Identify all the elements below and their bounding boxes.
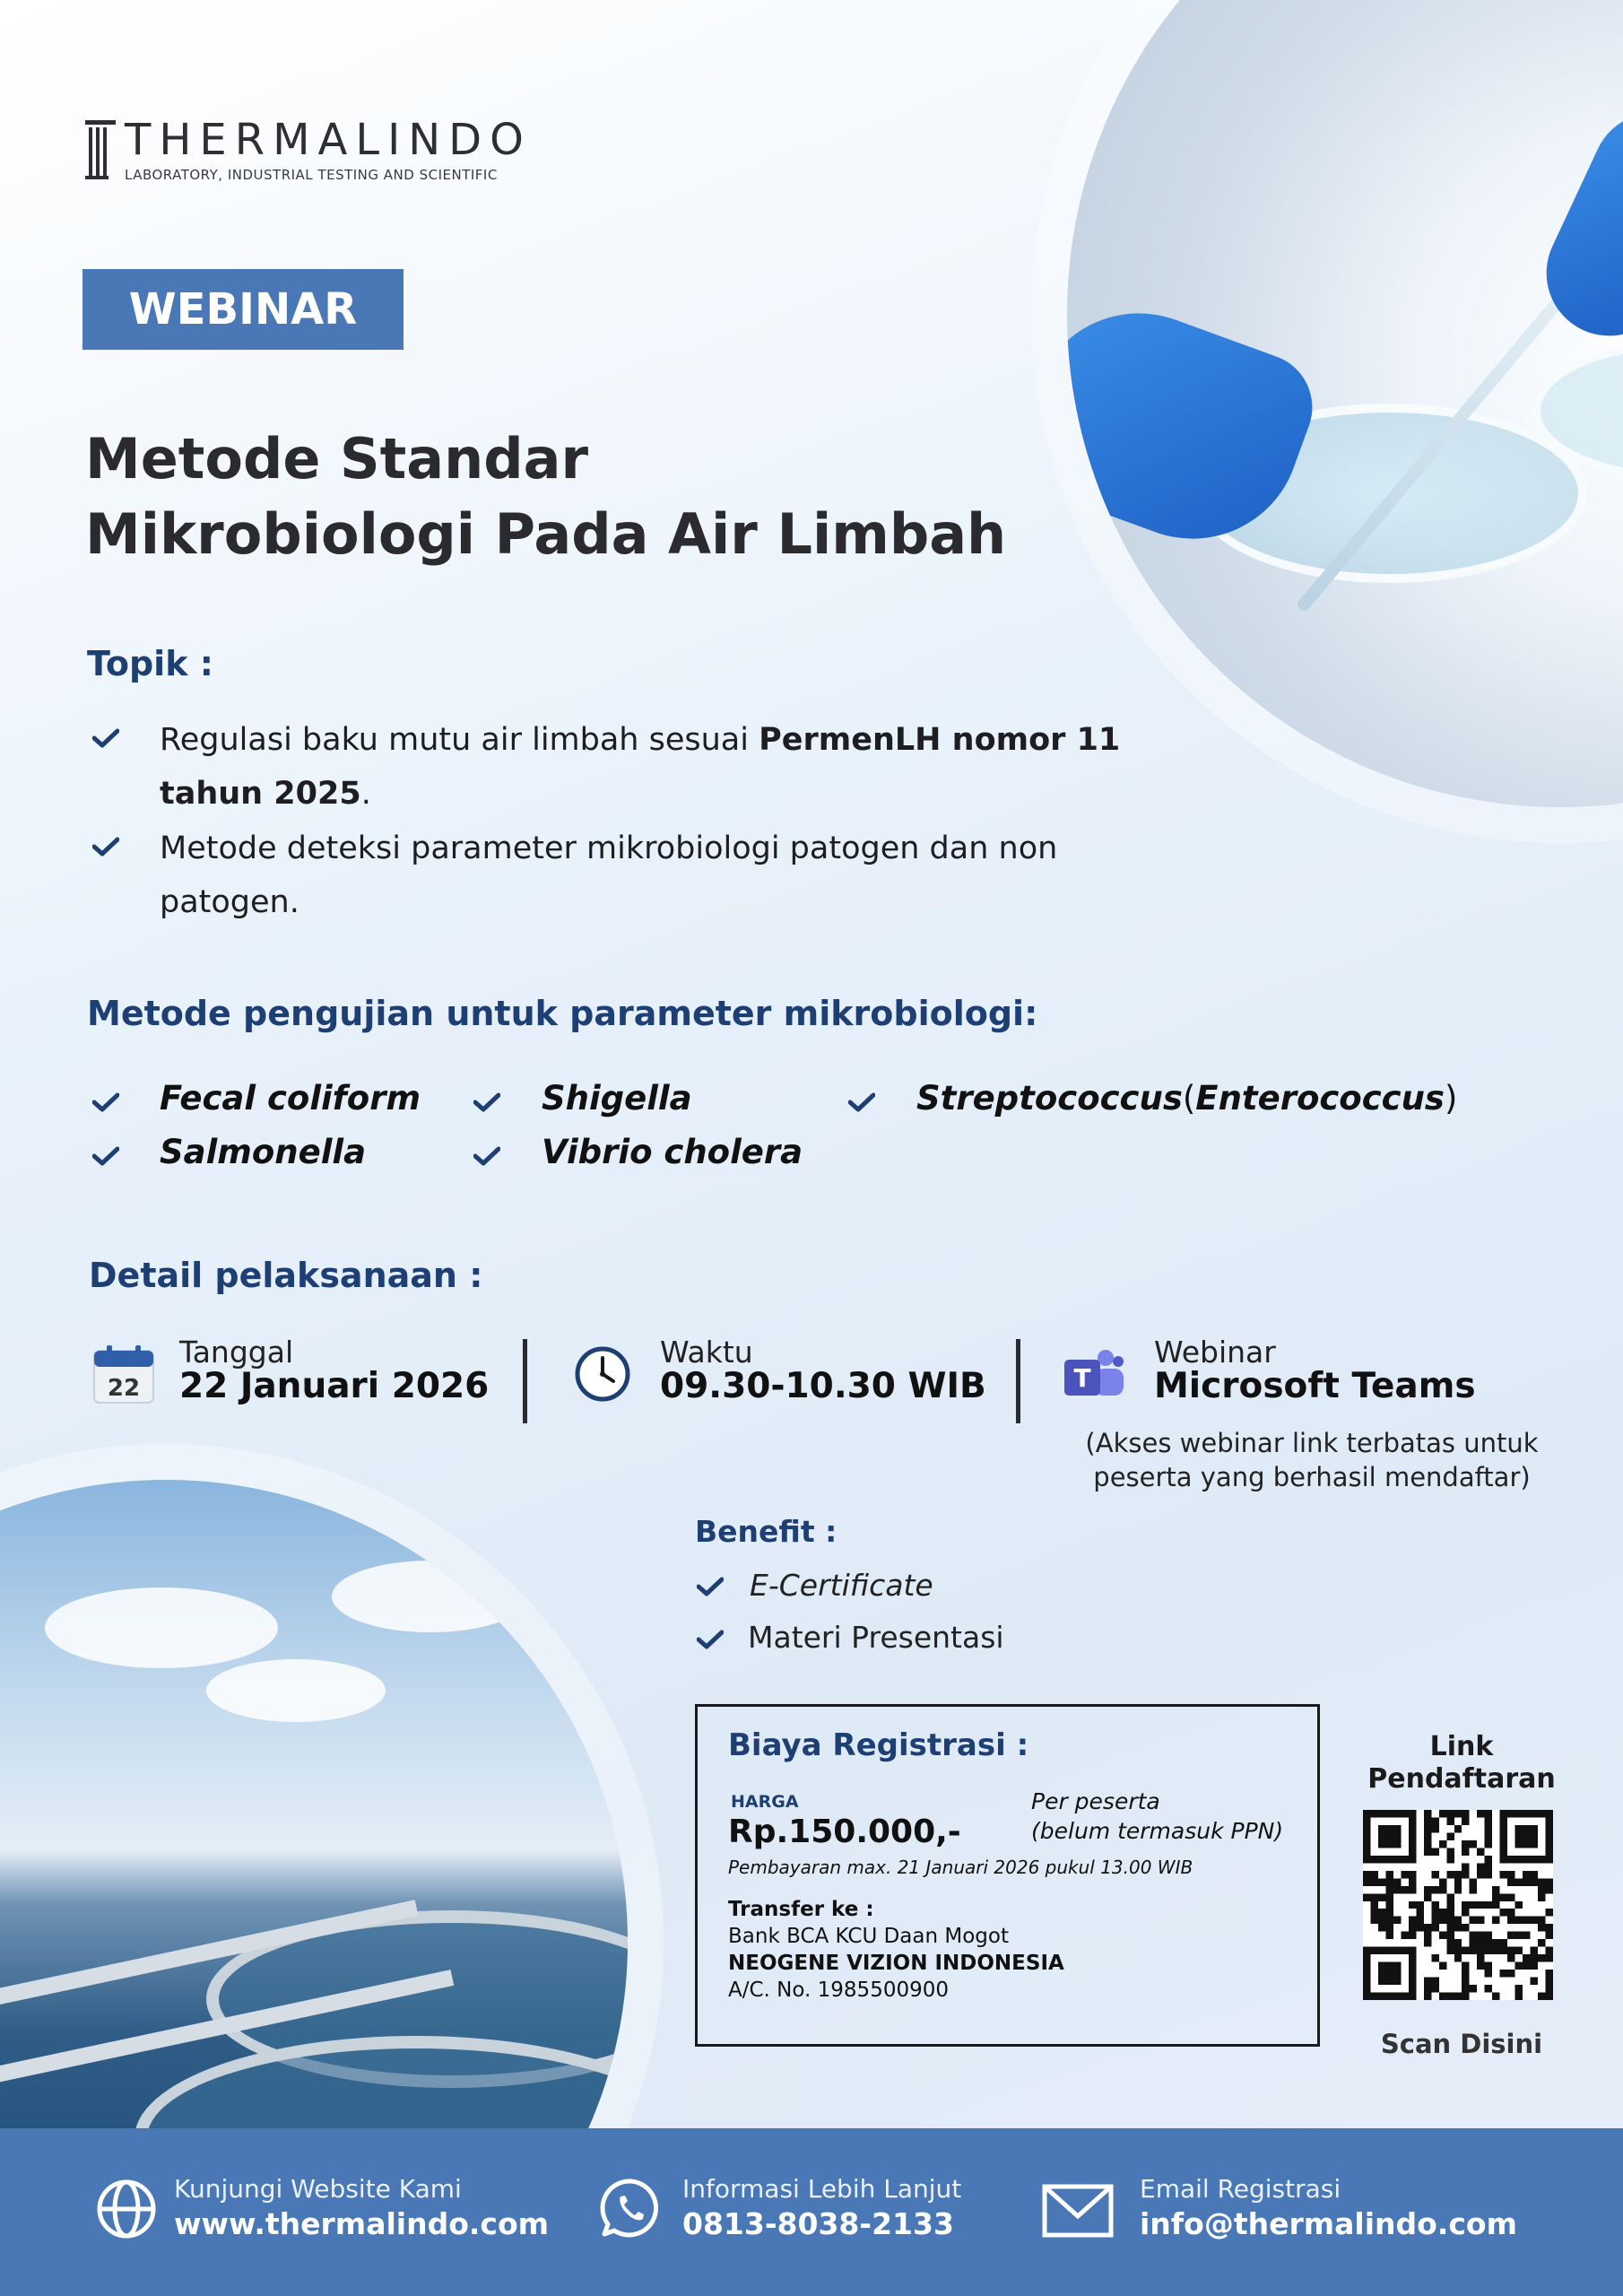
teams-icon (1063, 1347, 1125, 1403)
divider (523, 1339, 527, 1423)
method-vibrio-cholera: Vibrio cholera (542, 1133, 803, 1171)
clock-icon (574, 1345, 631, 1403)
email-address[interactable]: info@thermalindo.com (1140, 2206, 1517, 2241)
method-paren-open: ( (1182, 1079, 1196, 1118)
check-icon (92, 728, 119, 748)
qr-caption: Scan Disini (1380, 2029, 1543, 2059)
per-participant-line-1: Per peserta (1031, 1788, 1160, 1814)
per-participant-line-2: (belum termasuk PPN) (1031, 1818, 1284, 1844)
svg-text:T: T (1073, 1363, 1091, 1393)
topic-1-year: tahun 2025 (160, 776, 361, 812)
website-label: Kunjungi Website Kami (174, 2174, 462, 2204)
topic-item-1 (160, 713, 1182, 821)
method-fecal-coliform: Fecal coliform (160, 1079, 421, 1118)
platform-note-line-2: peserta yang berhasil mendaftar) (1093, 1462, 1531, 1492)
benefit-heading: Benefit : (695, 1514, 838, 1549)
registration-heading: Biaya Registrasi : (728, 1727, 1029, 1763)
topic-1-text: Regulasi baku mutu air limbah sesuai (160, 722, 759, 758)
title-line-2: Mikrobiologi Pada Air Limbah (85, 501, 1007, 567)
time-label: Waktu (660, 1335, 753, 1370)
check-icon (848, 1092, 875, 1112)
price-per-participant (1031, 1787, 1283, 1846)
payment-deadline: Pembayaran max. 21 Januari 2026 pukul 13.00 WIB (728, 1857, 1193, 1878)
title-line-1: Metode Standar (85, 426, 589, 491)
webinar-badge: WEBINAR (82, 269, 404, 350)
details-heading: Detail pelaksanaan : (89, 1256, 483, 1295)
topics-heading: Topik : (87, 644, 213, 683)
footer-bar (0, 2128, 1623, 2296)
check-icon (92, 1146, 119, 1166)
date-label: Tanggal (179, 1335, 294, 1370)
method-enterococcus: Enterococcus (1195, 1079, 1445, 1118)
divider (1016, 1339, 1020, 1423)
transfer-label: Transfer ke : (728, 1898, 874, 1921)
check-icon (92, 837, 119, 857)
check-icon (697, 1577, 724, 1596)
topic-2-line-2: patogen. (160, 884, 299, 920)
topic-1-end: . (360, 776, 371, 812)
benefit-e-certificate: E-Certificate (750, 1568, 933, 1603)
phone-number[interactable]: 0813-8038-2133 (682, 2206, 954, 2241)
method-shigella: Shigella (542, 1079, 692, 1118)
platform-value: Microsoft Teams (1154, 1366, 1476, 1406)
method-salmonella: Salmonella (160, 1133, 367, 1171)
account-number: A/C. No. 1985500900 (728, 1979, 949, 2002)
qr-title-line-2: Pendaftaran (1367, 1763, 1556, 1795)
website-link[interactable]: www.thermalindo.com (174, 2206, 550, 2241)
platform-note-line-1: (Akses webinar link terbatas untuk (1085, 1428, 1539, 1458)
check-icon (473, 1146, 500, 1166)
price-label: HARGA (731, 1792, 799, 1812)
logo-tagline: LABORATORY, INDUSTRIAL TESTING AND SCIENTIFIC (125, 167, 498, 183)
calendar-icon (92, 1345, 155, 1405)
check-icon (697, 1630, 724, 1649)
time-value: 09.30-10.30 WIB (660, 1366, 986, 1406)
registration-qr-code[interactable] (1363, 1810, 1553, 2000)
method-paren-close: ) (1444, 1079, 1458, 1118)
topic-1-regulation: PermenLH nomor 11 (759, 722, 1121, 758)
logo-name: THERMALINDO (125, 115, 532, 165)
bank-name: Bank BCA KCU Daan Mogot (728, 1925, 1009, 1948)
phone-label: Informasi Lebih Lanjut (682, 2174, 962, 2204)
email-label: Email Registrasi (1140, 2174, 1341, 2204)
thermalindo-logo (85, 115, 532, 183)
date-value: 22 Januari 2026 (179, 1366, 490, 1406)
globe-icon (96, 2179, 157, 2239)
methods-heading: Metode pengujian untuk parameter mikrobiologi: (87, 994, 1038, 1033)
calendar-day: 22 (107, 1375, 141, 1402)
qr-title-line-1: Link (1429, 1731, 1494, 1762)
check-icon (473, 1092, 500, 1112)
check-icon (92, 1092, 119, 1112)
topic-2-line-1: Metode deteksi parameter mikrobiologi patogen dan non (160, 831, 1058, 866)
platform-note (1070, 1426, 1554, 1494)
platform-label: Webinar (1154, 1335, 1276, 1370)
topic-item-2 (160, 822, 1182, 929)
account-name: NEOGENE VIZION INDONESIA (728, 1952, 1064, 1975)
price-value: Rp.150.000,- (728, 1813, 961, 1850)
whatsapp-icon (599, 2177, 662, 2239)
page-title (85, 422, 1006, 572)
mail-icon (1042, 2184, 1114, 2238)
logo-mark-icon (85, 118, 116, 179)
method-streptococcus-name: Streptococcus (916, 1079, 1183, 1118)
benefit-materi-presentasi: Materi Presentasi (748, 1620, 1004, 1655)
method-streptococcus (916, 1079, 1457, 1118)
lab-petri-dish-photo (1067, 0, 1623, 807)
qr-title (1354, 1731, 1569, 1796)
